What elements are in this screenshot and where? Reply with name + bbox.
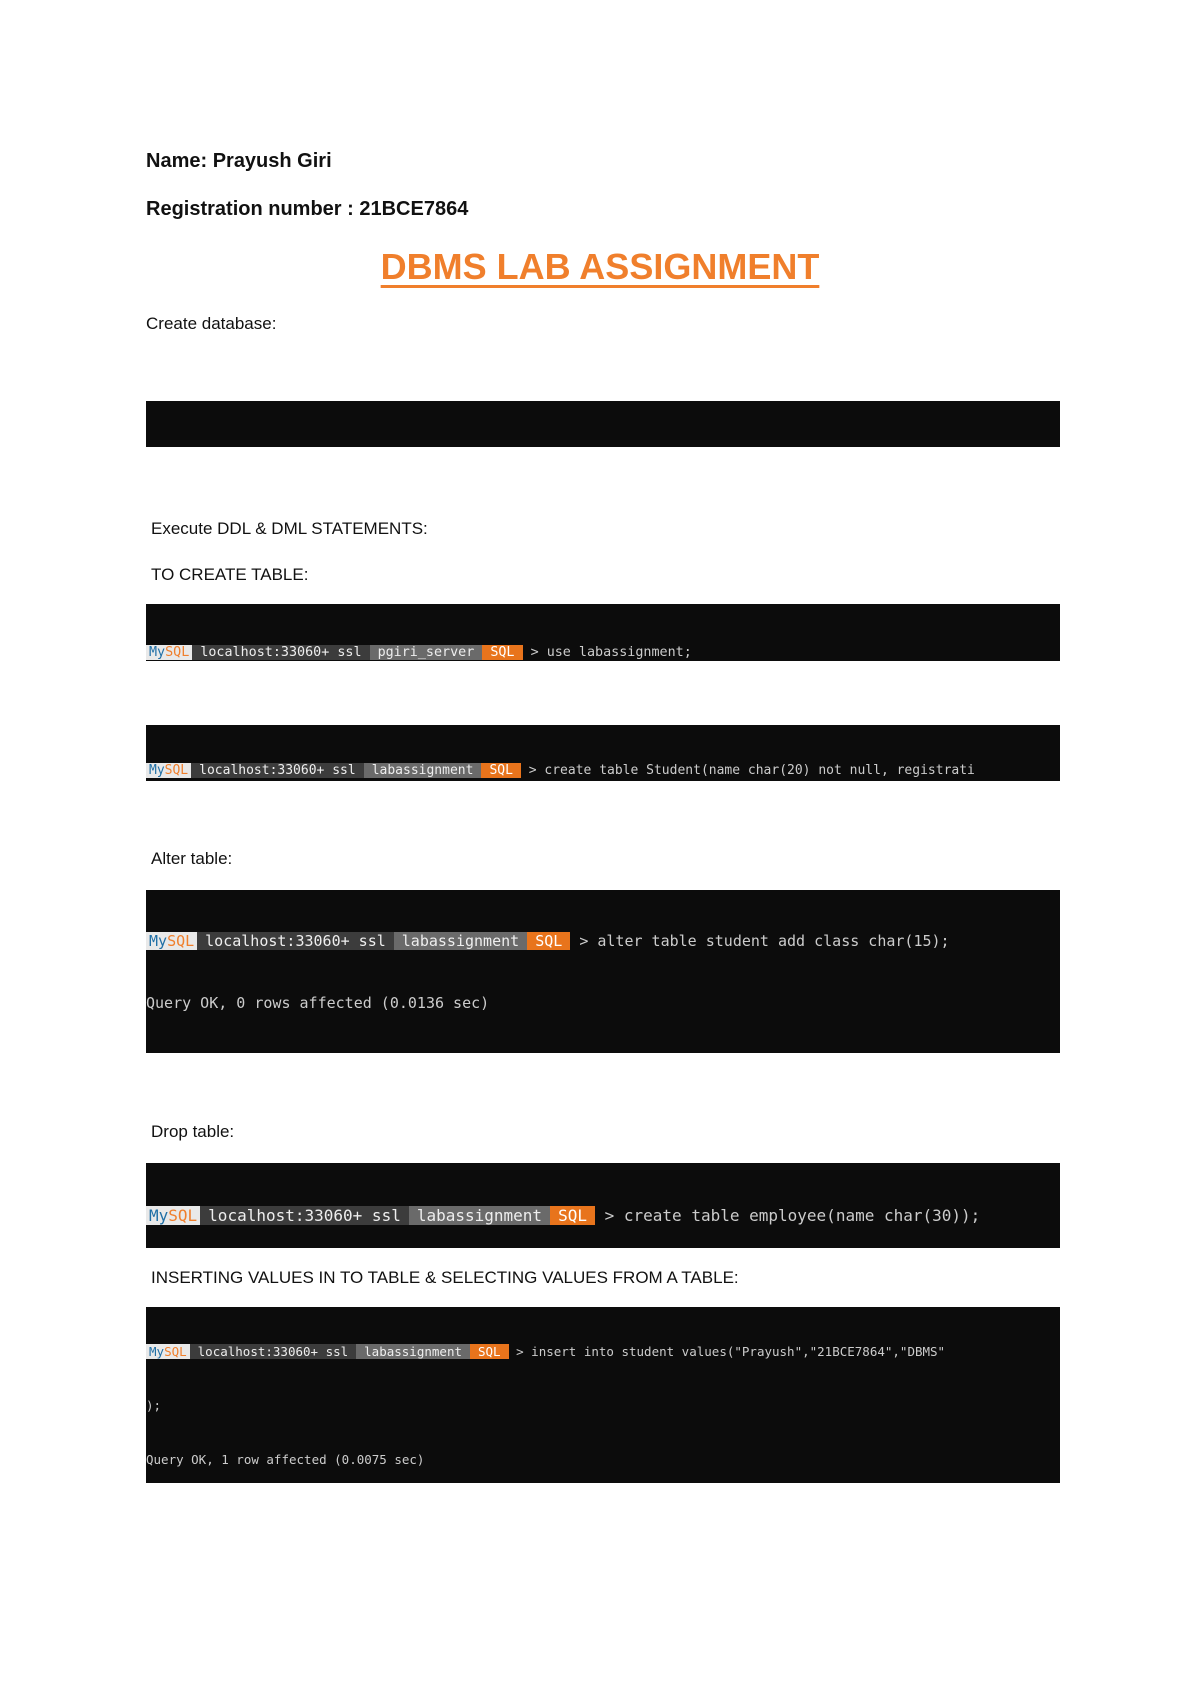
registration-number: Registration number : 21BCE7864 (146, 198, 469, 220)
prompt-host: localhost:33060+ ssl (192, 645, 369, 660)
prompt-host: localhost:33060+ ssl (200, 1206, 409, 1225)
terminal-drop-table (146, 1163, 1060, 1248)
prompt-arrow: > (579, 932, 589, 950)
prompt-arrow: > (604, 1206, 615, 1225)
mysql-badge: MySQL (146, 1206, 200, 1225)
command-text: create table Student(name char(20) not null, registrati (544, 763, 975, 778)
prompt-mode: SQL (481, 763, 520, 778)
prompt-host: localhost:33060+ ssl (191, 763, 364, 778)
command-continuation: ); (146, 1398, 162, 1413)
prompt-host: localhost:33060+ ssl (190, 1344, 357, 1359)
terminal-insert-select (146, 1307, 1060, 1483)
terminal-create-database (146, 401, 1060, 447)
command-text: insert into student values("Prayush","21BCE7864","DBMS" (531, 1344, 946, 1359)
output-line: Query OK, 0 rows affected (0.0136 sec) (146, 993, 490, 1012)
output-line: Query OK, 1 row affected (0.0075 sec) (146, 1452, 425, 1467)
terminal-use-database (146, 604, 1060, 661)
prompt-mode: SQL (482, 645, 522, 660)
terminal-alter-table (146, 890, 1060, 1053)
prompt-mode: SQL (527, 932, 570, 950)
command-text: use labassignment; (546, 645, 692, 660)
label-drop-table: Drop table: (151, 1122, 235, 1141)
prompt-mode: SQL (470, 1344, 509, 1359)
page-title: DBMS LAB ASSIGNMENT (380, 246, 820, 287)
prompt-schema: labassignment (409, 1206, 550, 1225)
mysql-badge: MySQL (146, 763, 191, 778)
label-alter-table: Alter table: (151, 849, 233, 868)
prompt-host: localhost:33060+ ssl (197, 932, 394, 950)
prompt-schema: labassignment (394, 932, 527, 950)
prompt-mode: SQL (550, 1206, 595, 1225)
mysql-badge: MySQL (146, 1344, 190, 1359)
label-ddl-dml: Execute DDL & DML STATEMENTS: (151, 519, 428, 538)
prompt-arrow: > (516, 1344, 524, 1359)
label-create-database: Create database: (146, 314, 277, 333)
command-text: create table employee(name char(30)); (623, 1206, 981, 1225)
student-name: Name: Prayush Giri (146, 150, 332, 172)
mysql-badge: MySQL (146, 932, 197, 950)
prompt-schema: pgiri_server (370, 645, 483, 660)
prompt-schema: labassignment (356, 1344, 470, 1359)
prompt-arrow: > (528, 763, 537, 778)
command-text: alter table student add class char(15); (597, 932, 950, 950)
prompt-schema: labassignment (364, 763, 482, 778)
label-insert-select: INSERTING VALUES IN TO TABLE & SELECTING VALUES FROM A TABLE: (151, 1268, 739, 1287)
terminal-create-table (146, 725, 1060, 781)
mysql-badge: MySQL (146, 645, 192, 660)
label-create-table: TO CREATE TABLE: (151, 565, 309, 584)
prompt-arrow: > (530, 645, 539, 660)
